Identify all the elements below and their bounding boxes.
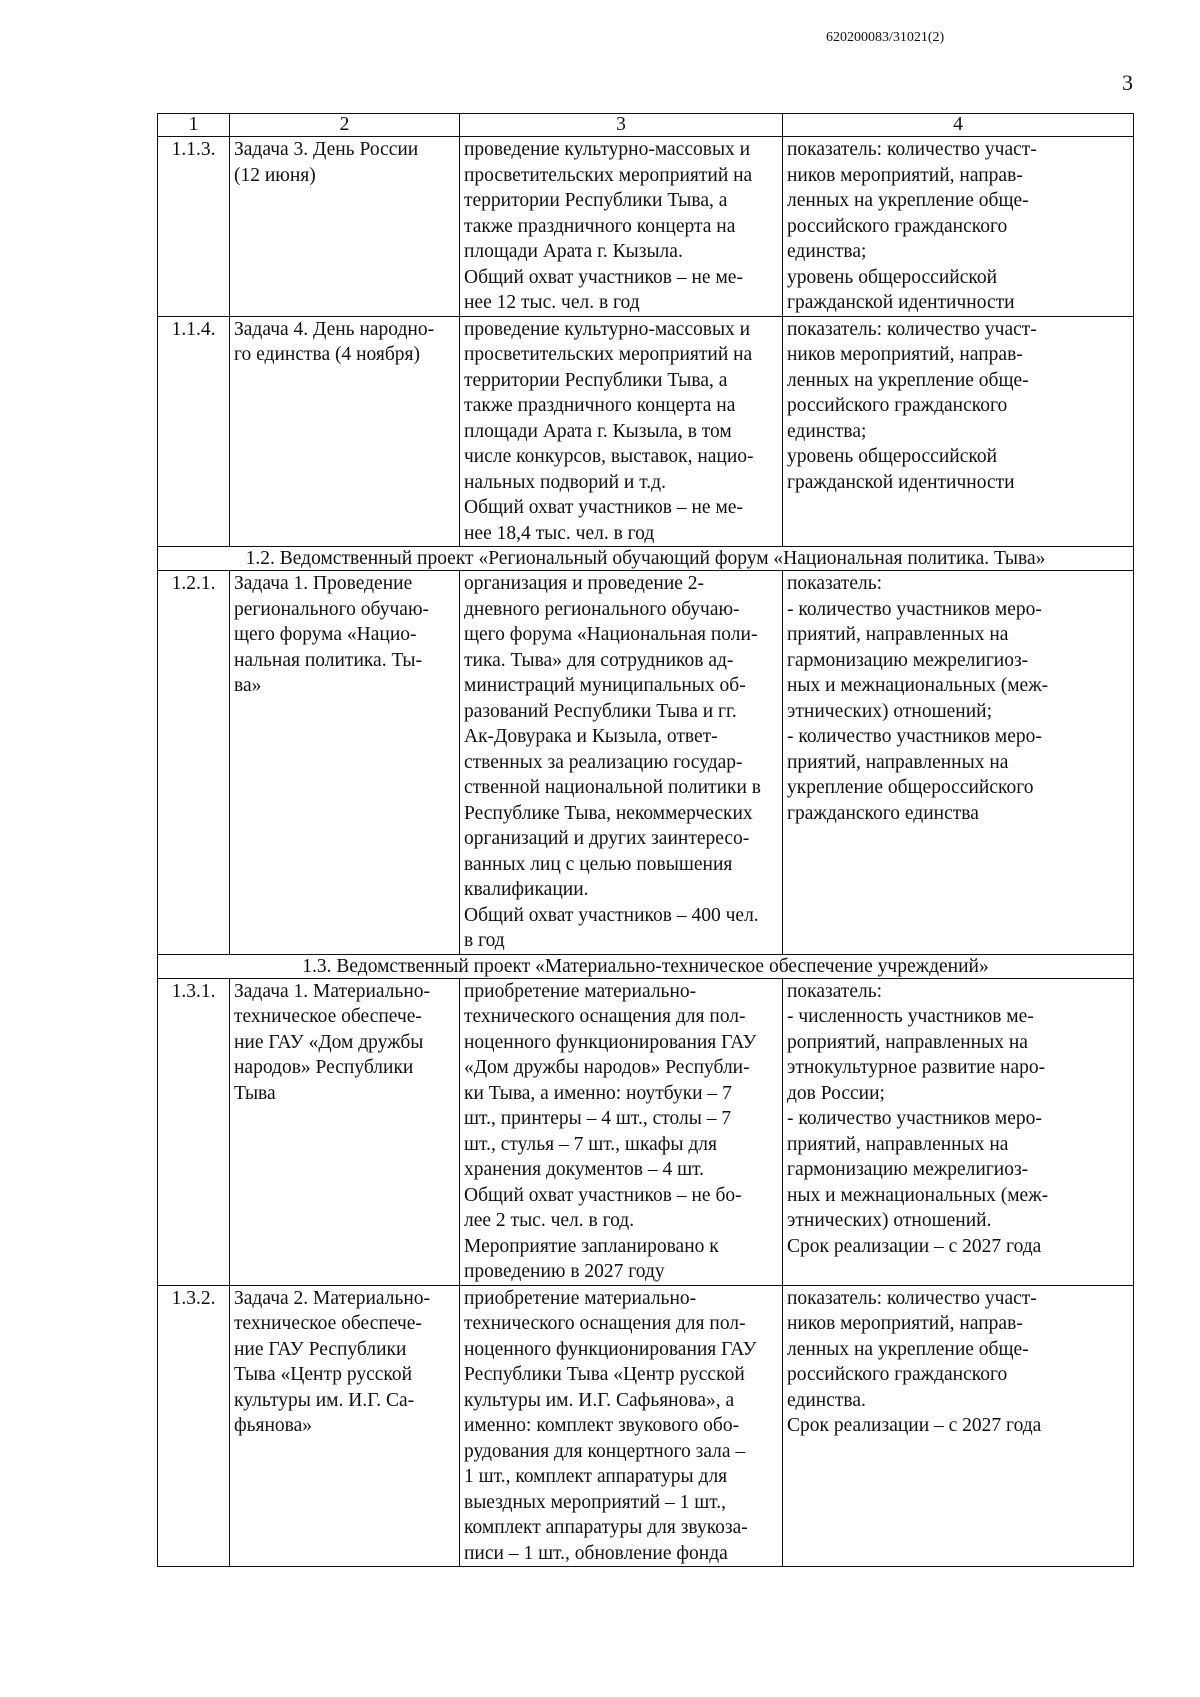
activity-cell: приобретение материально- технического оснащения для пол- ноценного функционирования ГАУ «Дом дружбы народов» Республи- ки Тыва, а именно: ноутбуки – 7 шт., принтеры – 4 шт., столы – 7 шт., стулья – 7 шт., шкафы для хранения документов – 4 шт. Общий охват участников – не бо- лее 2 тыс. чел. в год. Мероприятие запланировано к проведению в 2027 году <box>460 978 783 1285</box>
activity-cell: организация и проведение 2- дневного регионального обучаю- щего форума «Национальная поли- тика. Тыва» для сотрудников ад- министраций муниципальных об- разований Республики Тыва и гг. Ак-Довурака и Кызыла, ответ- ственных за реализацию государ- ственной национальной политики в Республике Тыва, некоммерческих организаций и других заинтересо- ванных лиц с целью повышения квалификации. Общий охват участников – 400 чел. в год <box>460 571 783 955</box>
task-cell: Задача 2. Материально- техническое обеспече- ние ГАУ Республики Тыва «Центр русской культуры им. И.Г. Са- фьянова» <box>230 1285 460 1567</box>
table-row <box>158 1285 1134 1567</box>
table-row <box>158 316 1134 547</box>
section-row <box>158 954 1134 978</box>
section-title: 1.3. Ведомственный проект «Материально-техническое обеспечение учреждений» <box>158 954 1134 978</box>
indicator-cell: показатель: количество участ- ников мероприятий, направ- ленных на укрепление обще- российского гражданского единства; уровень общероссийской гражданской идентичности <box>783 137 1134 317</box>
task-cell: Задача 3. День России (12 июня) <box>230 137 460 317</box>
indicator-cell: показатель: - численность участников ме- роприятий, направленных на этнокультурное развитие наро- дов России; - количество участников меро- приятий, направленных на гармонизацию межрелигиоз- ных и межнациональных (меж- этнических) отношений. Срок реализации – с 2027 года <box>783 978 1134 1285</box>
indicator-cell: показатель: количество участ- ников мероприятий, направ- ленных на укрепление обще- российского гражданского единства; уровень общероссийской гражданской идентичности <box>783 316 1134 547</box>
row-number: 1.1.4. <box>158 316 230 547</box>
column-number-row <box>158 114 1134 137</box>
column-header: 1 <box>158 114 230 137</box>
indicator-cell: показатель: количество участ- ников мероприятий, направ- ленных на укрепление обще- российского гражданского единства. Срок реализации – с 2027 года <box>783 1285 1134 1567</box>
row-number: 1.1.3. <box>158 137 230 317</box>
page-number: 3 <box>1122 70 1133 95</box>
table-row <box>158 978 1134 1285</box>
document-id: 620200083/31021(2) <box>826 30 945 45</box>
section-row <box>158 547 1134 571</box>
section-title: 1.2. Ведомственный проект «Региональный обучающий форум «Национальная политика. Тыва» <box>158 547 1134 571</box>
table-row <box>158 137 1134 317</box>
activity-cell: приобретение материально- технического оснащения для пол- ноценного функционирования ГАУ Республики Тыва «Центр русской культуры им. И.Г. Сафьянова», а именно: комплект звукового обо- рудования для концертного зала – 1 шт., комплект аппаратуры для выездных мероприятий – 1 шт., комплект аппаратуры для звукоза- писи – 1 шт., обновление фонда <box>460 1285 783 1567</box>
task-cell: Задача 1. Материально- техническое обеспече- ние ГАУ «Дом дружбы народов» Республики Тыва <box>230 978 460 1285</box>
row-number: 1.3.2. <box>158 1285 230 1567</box>
table-row <box>158 571 1134 955</box>
program-table <box>157 113 1134 1567</box>
task-cell: Задача 4. День народно- го единства (4 ноября) <box>230 316 460 547</box>
column-header: 4 <box>783 114 1134 137</box>
indicator-cell: показатель: - количество участников меро- приятий, направленных на гармонизацию межрелигиоз- ных и межнациональных (меж- этнических) отношений; - количество участников меро- приятий, направленных на укрепление общероссийского гражданского единства <box>783 571 1134 955</box>
task-cell: Задача 1. Проведение регионального обучаю- щего форума «Нацио- нальная политика. Ты- ва» <box>230 571 460 955</box>
activity-cell: проведение культурно-массовых и просветительских мероприятий на территории Республики Тыва, а также праздничного концерта на площади Арата г. Кызыла. Общий охват участников – не ме- нее 12 тыс. чел. в год <box>460 137 783 317</box>
row-number: 1.3.1. <box>158 978 230 1285</box>
column-header: 2 <box>230 114 460 137</box>
column-header: 3 <box>460 114 783 137</box>
row-number: 1.2.1. <box>158 571 230 955</box>
activity-cell: проведение культурно-массовых и просветительских мероприятий на территории Республики Тыва, а также праздничного концерта на площади Арата г. Кызыла, в том числе конкурсов, выставок, нацио- нальных подворий и т.д. Общий охват участников – не ме- нее 18,4 тыс. чел. в год <box>460 316 783 547</box>
